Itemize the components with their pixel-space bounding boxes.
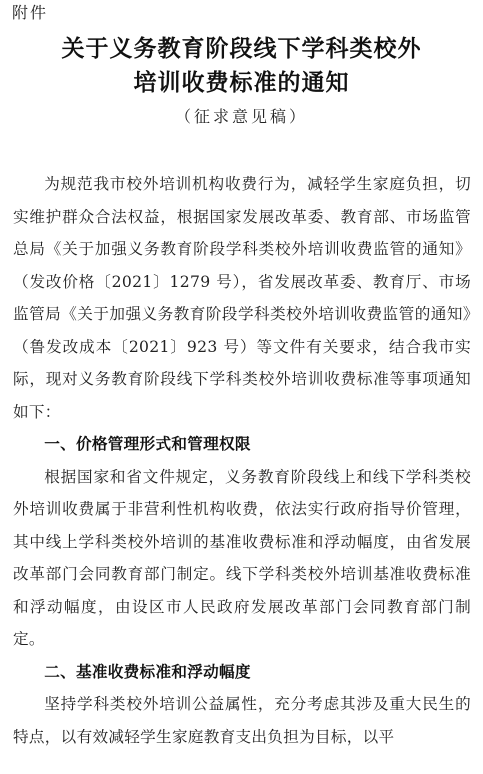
- intro-paragraph: 为规范我市校外培训机构收费行为，减轻学生家庭负担，切实维护群众合法权益，根据国家发展改革委、教育部、市场监管总局《关于加强义务教育阶段学科类校外培训收费监管的通知》（发改价格〔2021〕1279 号），省发展改革委、教育厅、市场监管局《关于加强义务教育阶段学科类校外培训收费监管的通知》（鲁发改成本〔2021〕923 号）等文件有关要求，结合我市实际，现对义务教育阶段线下学科类校外培训收费标准等事项通知如下：: [13, 175, 471, 421]
- section-1-heading: 一、价格管理形式和管理权限: [44, 435, 251, 453]
- document-title-line-1: 关于义务教育阶段线下学科类校外: [61, 35, 422, 62]
- attachment-label: 附件: [12, 3, 49, 22]
- section-2-paragraph: 坚持学科类校外培训公益属性，充分考虑其涉及重大民生的特点，以有效减轻学生家庭教育支出负担为目标，以平: [13, 695, 471, 746]
- document-body: [13, 168, 471, 753]
- document-title-line-2: 培训收费标准的通知: [133, 69, 350, 96]
- section-2-heading: 二、基准收费标准和浮动幅度: [44, 662, 251, 681]
- section-1-paragraph: 根据国家和省文件规定，义务教育阶段线上和线下学科类校外培训收费属于非营利性机构收费，依法实行政府指导价管理，其中线上学科类校外培训的基准收费标准和浮动幅度，由省发展改革部门会同教育部门制定。线下学科类校外培训基准收费标准和浮动幅度，由设区市人民政府发展改革部门会同教育部门制定。: [13, 467, 471, 648]
- draft-subtitle: （征求意见稿）: [174, 107, 308, 126]
